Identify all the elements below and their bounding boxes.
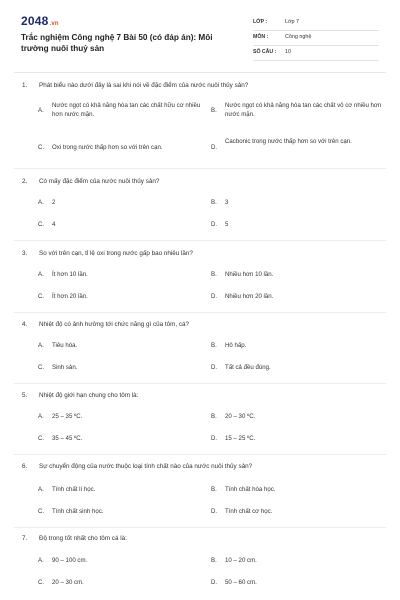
option-letter: D. [211, 221, 218, 228]
option-text: Cacbonic trong nước thấp hơn so với trên cạn. [225, 138, 352, 145]
question-prompt: Nhiệt độ giới hạn chung cho tôm là: [39, 392, 139, 399]
option-letter: C. [38, 364, 45, 371]
option-text: 50 – 60 cm. [225, 579, 257, 586]
option-letter: D. [211, 579, 218, 586]
question-number: 7. [22, 535, 28, 542]
option-text: 35 – 45 ºC. [52, 435, 83, 442]
option-letter: D. [211, 144, 218, 151]
question-text [22, 321, 189, 328]
option-letter: C. [38, 144, 45, 151]
question-prompt: Nhiệt độ có ảnh hưởng tới chức năng gì của tôm, cá? [39, 321, 190, 328]
option-text: Nhiều hơn 10 lần. [225, 271, 274, 278]
option-text: Tính chất lí học. [52, 486, 96, 493]
question-number: 2. [22, 178, 28, 185]
question-text [22, 82, 248, 89]
question-prompt: Độ trong tốt nhất cho tôm cá là: [39, 535, 127, 542]
option-text: 4 [52, 221, 56, 228]
option-text: 25 – 35 ºC. [52, 413, 83, 420]
question-divider [14, 527, 386, 528]
question-number: 1. [22, 82, 28, 89]
option-text: 20 – 30 cm. [52, 579, 84, 586]
option-text: Sinh sản. [52, 364, 78, 371]
question-text [22, 178, 159, 185]
meta-row-count [253, 46, 379, 61]
question-number: 6. [22, 463, 28, 470]
option-letter: B. [211, 486, 217, 493]
meta-key: MÔN : [253, 34, 269, 40]
question-divider [14, 240, 386, 241]
meta-row-class [253, 16, 379, 31]
option-text: 3 [225, 199, 229, 206]
option-letter: C. [38, 221, 45, 228]
meta-value: 10 [285, 49, 291, 55]
question-divider [14, 312, 386, 313]
site-logo[interactable] [21, 14, 59, 28]
option-letter: D. [211, 435, 218, 442]
option-letter: A. [38, 486, 44, 493]
question-divider [14, 168, 386, 169]
option-letter: C. [38, 293, 45, 300]
option-text: Nước ngọt có khả năng hòa tan các chất hữu cơ nhiều hơn nước mặn. [52, 102, 201, 118]
option-letter: B. [211, 413, 217, 420]
page-title: Trắc nghiệm Công nghệ 7 Bài 50 (có đáp án): Môi trường nuôi thuỷ sản [21, 33, 213, 53]
option-letter: A. [38, 413, 44, 420]
meta-key: SỐ CÂU : [253, 49, 277, 55]
quiz-meta-panel [253, 16, 379, 61]
option-text: Tính chất cơ học. [225, 508, 273, 515]
option-letter: C. [38, 435, 45, 442]
option-letter: D. [211, 364, 218, 371]
question-text [22, 250, 193, 257]
option-letter: D. [211, 508, 218, 515]
option-letter: B. [211, 271, 217, 278]
question-text [22, 463, 252, 470]
option-letter: A. [38, 107, 44, 114]
meta-value: Lớp 7 [285, 19, 300, 25]
question-text [22, 392, 138, 399]
question-text [22, 535, 127, 542]
option-text: 10 – 20 cm. [225, 557, 257, 564]
question-divider [14, 454, 386, 455]
question-prompt: So với trên cạn, tỉ lệ oxi trong nước gấp bao nhiêu lần? [39, 250, 193, 257]
option-text: Nước ngọt có khả năng hòa tan các chất vô cơ nhiều hơn nước mặn. [225, 102, 382, 118]
meta-value: Công nghệ [285, 34, 312, 40]
option-letter: A. [38, 342, 44, 349]
logo-suffix-text: .vn [49, 21, 59, 27]
option-text: Ít hơn 20 lần. [52, 293, 88, 300]
option-letter: B. [211, 107, 217, 114]
meta-key: LỚP : [253, 19, 268, 25]
option-text: Oxi trong nước thấp hơn so với trên cạn. [52, 144, 163, 151]
option-text: Tính chất sinh học. [52, 508, 104, 515]
question-prompt: Sự chuyển động của nước thuộc loại tính chất nào của nước nuôi thủy sản? [39, 463, 253, 470]
question-prompt: Có mấy đặc điểm của nước nuôi thủy sản? [39, 178, 160, 185]
header-divider [14, 72, 386, 73]
option-letter: B. [211, 199, 217, 206]
question-number: 5. [22, 392, 28, 399]
option-text: Nhiều hơn 20 lần. [225, 293, 274, 300]
option-text: 90 – 100 cm. [52, 557, 88, 564]
question-divider [14, 383, 386, 384]
question-prompt: Phát biểu nào dưới đây là sai khi nói về đặc điểm của nước nuôi thủy sản? [39, 82, 249, 89]
option-letter: A. [38, 557, 44, 564]
option-letter: B. [211, 342, 217, 349]
option-text: Ít hơn 10 lần. [52, 271, 88, 278]
option-letter: A. [38, 199, 44, 206]
option-text: Tất cả đều đúng. [225, 364, 271, 371]
logo-main-text: 2048 [21, 14, 49, 28]
option-letter: C. [38, 508, 45, 515]
option-text: 15 – 25 ºC. [225, 435, 256, 442]
option-letter: A. [38, 271, 44, 278]
option-text: 5 [225, 221, 229, 228]
option-text: Tính chất hóa học. [225, 486, 276, 493]
meta-row-subject [253, 31, 379, 46]
option-text: Tiêu hóa. [52, 342, 78, 349]
option-text: 2 [52, 199, 56, 206]
question-number: 4. [22, 321, 28, 328]
question-number: 3. [22, 250, 28, 257]
option-text: 20 – 30 ºC. [225, 413, 256, 420]
option-text: Hô hấp. [225, 342, 247, 349]
option-letter: D. [211, 293, 218, 300]
option-letter: B. [211, 557, 217, 564]
option-letter: C. [38, 579, 45, 586]
